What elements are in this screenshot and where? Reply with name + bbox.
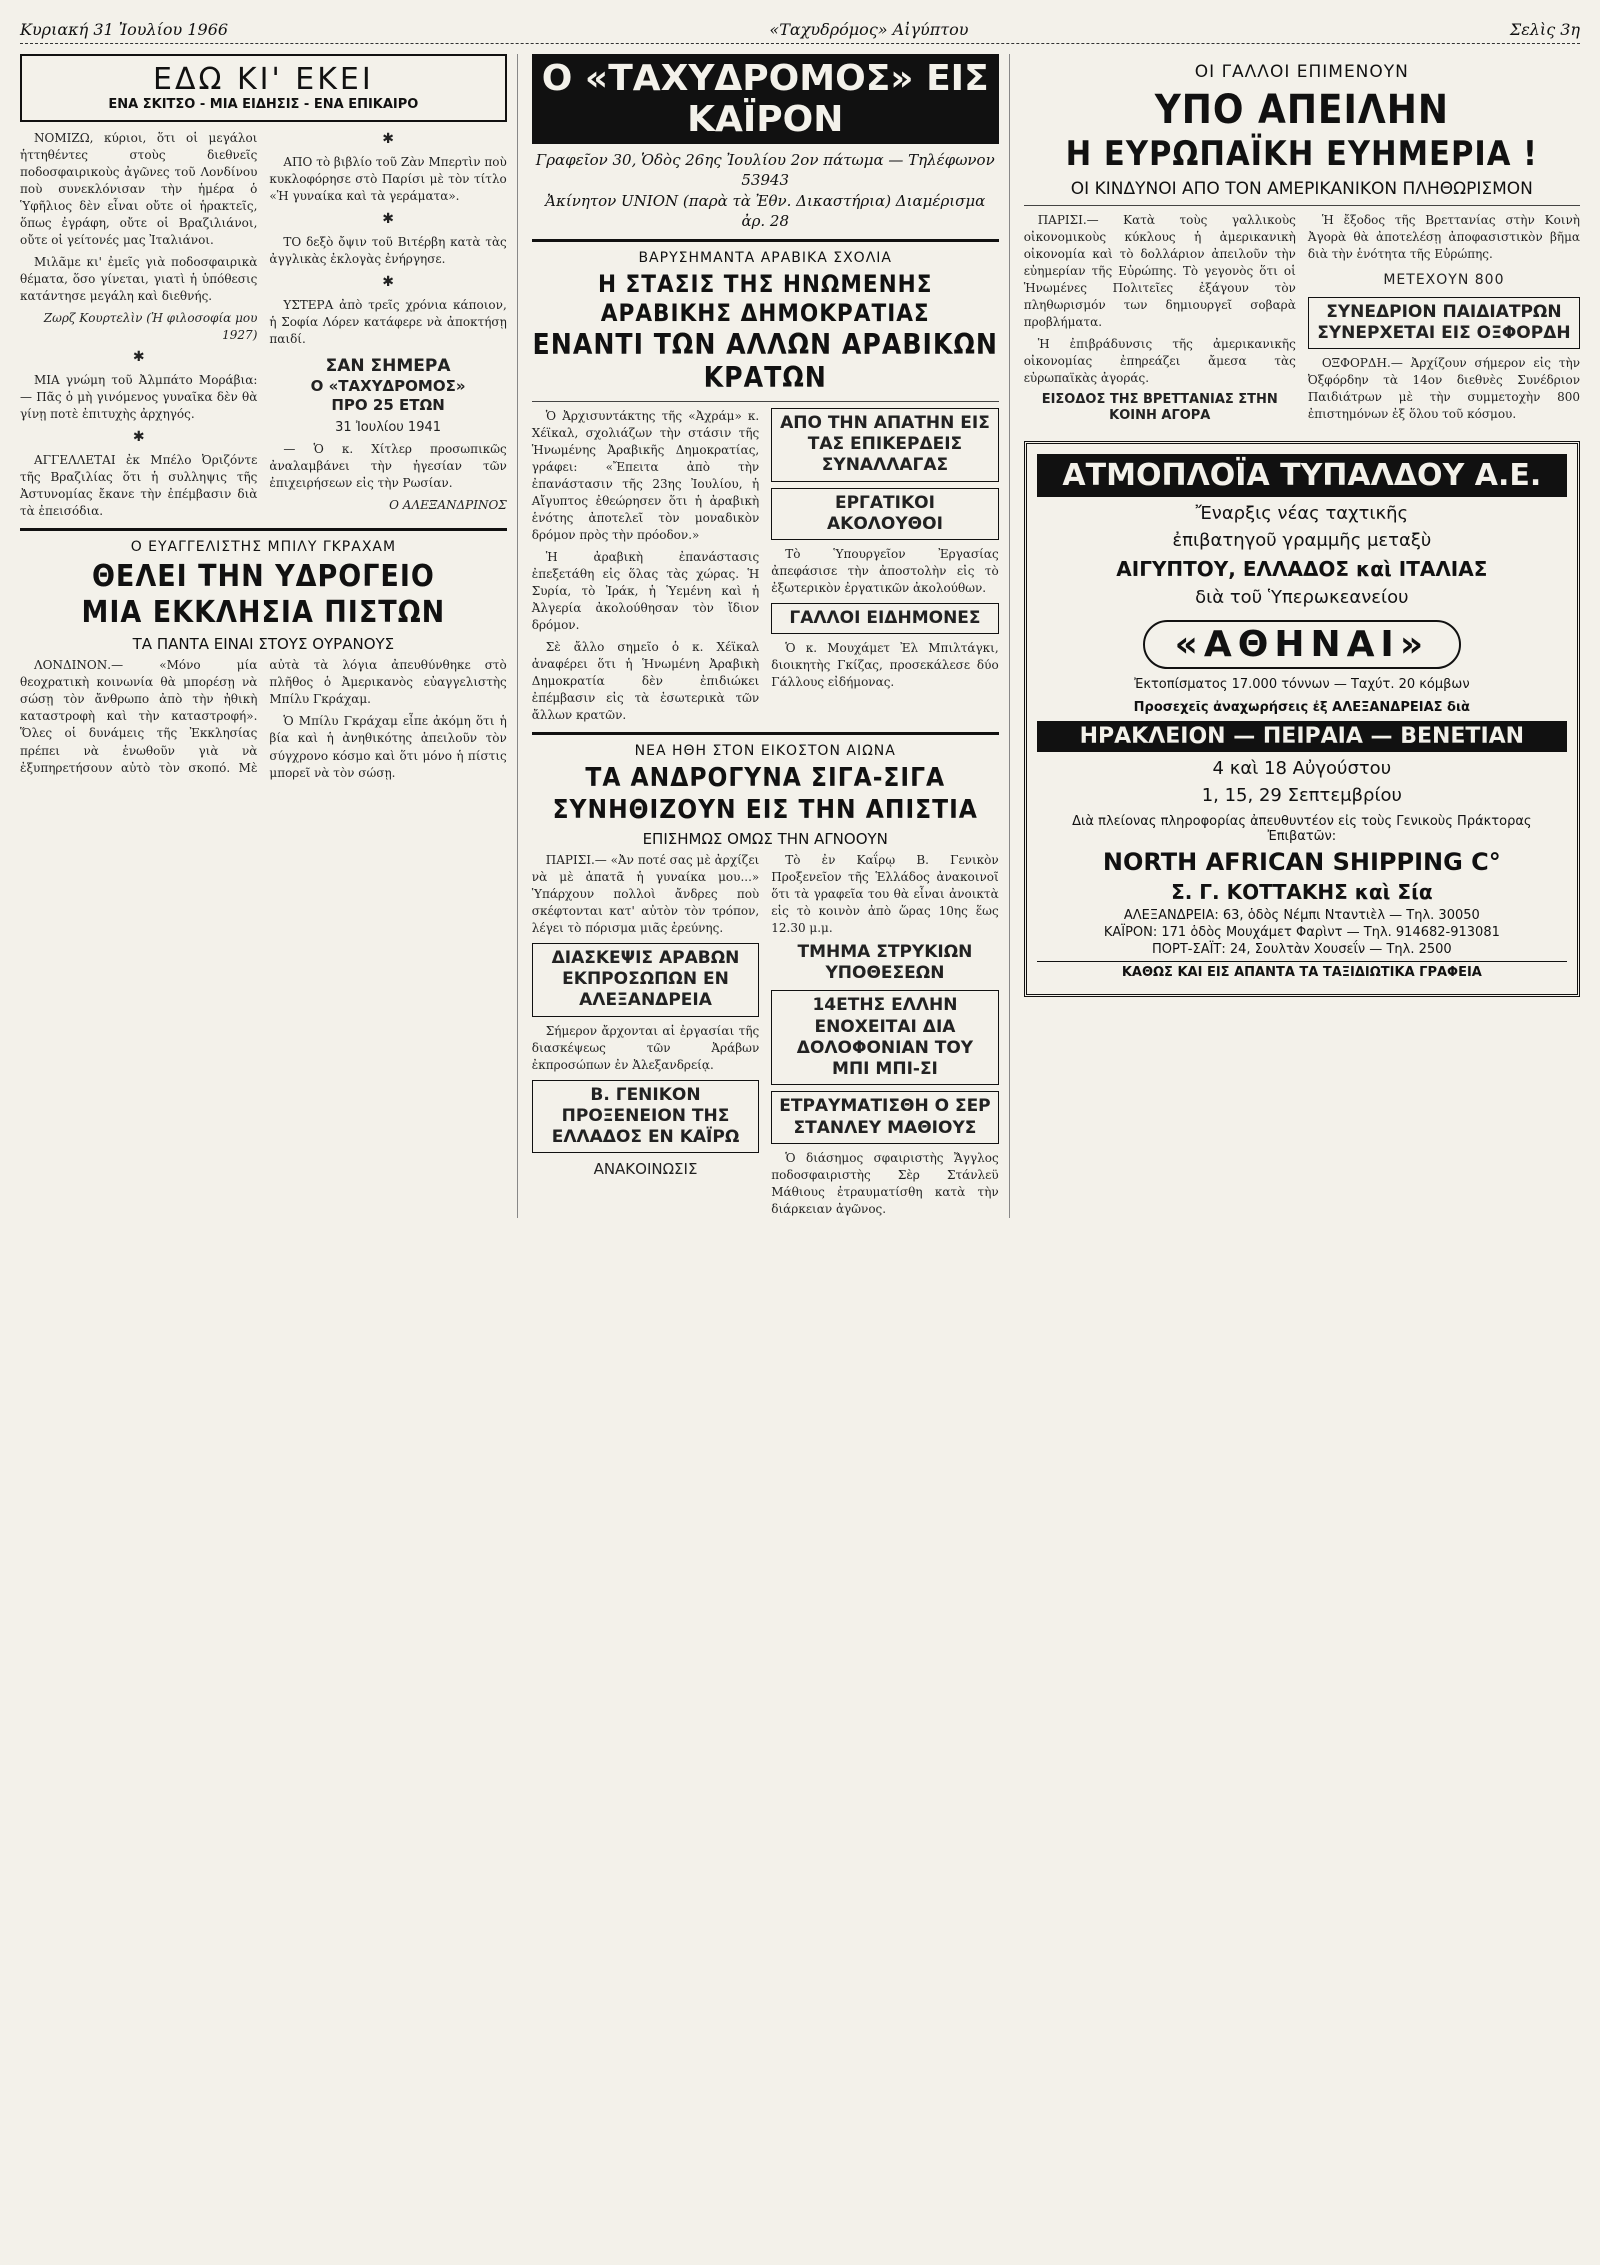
arab-article — [532, 408, 999, 725]
star-divider: ✱ — [132, 349, 145, 366]
on-this-day-date: 31 Ἰουλίου 1941 — [335, 419, 442, 435]
header-date: Κυριακή 31 Ἰουλίου 1966 — [20, 20, 229, 39]
ad-info: Διὰ πλείονας πληροφορίας ἀπευθυντέον εἰς τοὺς Γενικοὺς Πράκτορας Ἐπιβατῶν: — [1072, 813, 1532, 844]
page-columns — [20, 54, 1580, 1218]
europe-headline-1: ΥΠΟ ΑΠΕΙΛΗΝ — [1154, 87, 1449, 133]
alex-paragraph: Σήμερον ἄρχονται αἱ ἐργασίαι τῆς διασκέψεως τῶν Ἀράβων ἐκπροσώπων ἐν Ἀλεξανδρείᾳ. — [531, 1023, 760, 1072]
right-column — [1024, 54, 1580, 1218]
ad-address: ΚΑΪΡΟΝ: 171 ὁδὸς Μουχάμετ Φαρὶντ — Τηλ. 914682-913081 — [1103, 924, 1500, 940]
injured-headline: ΕΤΡΑΥΜΑΤΙΣΘΗ Ο ΣΕΡ ΣΤΑΝΛΕΥ ΜΑΘΙΟΥΣ — [771, 1091, 998, 1144]
on-this-day-years: ΠΡΟ 25 ΕΤΩΝ — [331, 395, 445, 414]
shipping-advertisement — [1024, 441, 1580, 997]
consulate-headline: Β. ΓΕΝΙΚΟΝ ΠΡΟΞΕΝΕΙΟΝ ΤΗΣ ΕΛΛΑΔΟΣ ΕΝ ΚΑΪΡΩ — [532, 1080, 759, 1154]
morals-article — [532, 852, 999, 1218]
arab-headline-1: Η ΣΤΑΣΙΣ ΤΗΣ ΗΝΩΜΕΝΗΣ ΑΡΑΒΙΚΗΣ ΔΗΜΟΚΡΑΤΙΑΣ — [597, 270, 933, 327]
graham-kicker: Ο ΕΥΑΓΓΕΛΙΣΤΗΣ ΜΠΙΛΥ ΓΚΡΑΧΑΜ — [130, 539, 397, 556]
miscellany-paragraph: ΑΠΟ τὸ βιβλίο τοῦ Ζὰν Μπερτὶν ποὺ κυκλοφόρησε στὸ Παρίσι μὲ τὸν τίτλο «Ἡ γυναίκα καὶ τὰ γεράματα». — [269, 154, 507, 203]
ad-ship-name: «ΑΘΗΝΑΙ» — [1143, 620, 1462, 669]
arab-paragraph: Σὲ ἄλλο σημεῖο ὁ κ. Χέϊκαλ ἀναφέρει ὅτι ἡ Ἡνωμένη Ἀραβικὴ Δημοκρατία δὲν ἐπιδιώκει ἐπέμβασιν εἰς τὰ ἐσωτερικὰ τῶν ἄλλων κρατῶν. — [531, 640, 760, 723]
worker-headline: ΕΡΓΑΤΙΚΟΙ ΑΚΟΛΟΥΘΟΙ — [771, 488, 998, 541]
graham-headline-2: ΜΙΑ ΕΚΚΛΗΣΙΑ ΠΙΣΤΩΝ — [81, 595, 446, 631]
french-paragraph: Ὁ κ. Μουχάμετ Ἐλ Μπιλτάγκι, διοικητὴς Γκίζας, προσεκάλεσε δύο Γάλλους εἰδήμονας. — [771, 641, 999, 690]
middle-column — [532, 54, 1010, 1218]
section-box — [20, 54, 507, 122]
arab-headline-2: ΕΝΑΝΤΙ ΤΩΝ ΑΛΛΩΝ ΑΡΑΒΙΚΩΝ ΚΡΑΤΩΝ — [532, 327, 998, 395]
ad-dates: 1, 15, 29 Σεπτεμβρίου — [1201, 784, 1402, 806]
injured-paragraph: Ὁ διάσημος σφαιριστὴς Ἄγγλος ποδοσφαιριστὴς Σὲρ Στάνλεϋ Μάθιους ἐτραυματίσθη κατὰ τὴν διάρκειαν ἀγῶνος. — [771, 1150, 999, 1216]
britain-headline: ΕΙΣΟΔΟΣ ΤΗΣ ΒΡΕΤΤΑΝΙΑΣ ΣΤΗΝ ΚΟΙΝΗ ΑΓΟΡΑ — [1041, 392, 1278, 424]
cooperative-headline: ΑΠΟ ΤΗΝ ΑΠΑΤΗΝ ΕΙΣ ΤΑΣ ΕΠΙΚΕΡΔΕΙΣ ΣΥΝΑΛΛΑΓΑΣ — [771, 408, 998, 482]
ad-address: ΑΛΕΞΑΝΔΡΕΙΑ: 63, ὁδὸς Νέμπι Νταντιὲλ — Τηλ. 30050 — [1123, 907, 1480, 923]
on-this-day-title: ΣΑΝ ΣΗΜΕΡΑ — [325, 355, 451, 376]
pediatric-headline: ΣΥΝΕΔΡΙΟΝ ΠΑΙΔΙΑΤΡΩΝ ΣΥΝΕΡΧΕΤΑΙ ΕΙΣ ΟΞΦΟΡΔΗ — [1308, 297, 1580, 350]
graham-paragraph: Ὁ Μπίλυ Γκράχαμ εἶπε ἀκόμη ὅτι ἡ βία καὶ ἡ ἀνηθικότης ἀπειλοῦν τὸν σύγχρονο κόσμο καὶ ὅτι μόνο ἡ πίστις μπορεῖ νὰ τὸν σώσῃ. — [269, 714, 507, 780]
on-this-day-box — [269, 356, 506, 437]
section-title: ΕΔΩ ΚΙ' ΕΚΕΙ — [153, 62, 374, 97]
star-divider: ✱ — [132, 429, 145, 446]
miscellany-paragraph: Μιλᾶμε κι' ἐμεῖς γιὰ ποδοσφαιρικὰ θέματα, ὅσο γίνεται, γιατὶ ἡ ὑπόθεσις κατάντησε μεγάλη καὶ διεθνής. — [20, 255, 258, 304]
ad-departures: Προσεχεῖς ἀναχωρήσεις ἐξ ΑΛΕΞΑΝΔΡΕΙΑΣ διὰ — [1133, 699, 1470, 715]
europe-paragraph: Ἡ ἐπιβράδυνσις τῆς ἀμερικανικῆς οἰκονομίας ἐπηρεάζει ἄμεσα τὰς εὐρωπαϊκὰς ἀγοράς. — [1023, 337, 1296, 386]
consulate-subtitle: ΑΝΑΚΟΙΝΩΣΙΣ — [593, 1160, 698, 1179]
ad-dates: 4 καὶ 18 Αὐγούστου — [1212, 757, 1392, 779]
ad-ports: ΗΡΑΚΛΕΙΟΝ — ΠΕΙΡΑΙΑ — ΒΕΝΕΤΙΑΝ — [1037, 721, 1567, 752]
ad-countries: ΑΙΓΥΠΤΟΥ, ΕΛΛΑΔΟΣ καὶ ΙΤΑΛΙΑΣ — [1116, 556, 1488, 581]
strikes-headline: ΤΜΗΜΑ ΣΤΡΥΚΙΩΝ ΥΠΟΘΕΣΕΩΝ — [797, 941, 973, 984]
arab-kicker: ΒΑΡΥΣΗΜΑΝΤΑ ΑΡΑΒΙΚΑ ΣΧΟΛΙΑ — [638, 250, 892, 266]
on-this-day-text: — Ὁ κ. Χίτλερ προσωπικῶς ἀναλαμβάνει τὴν ἡγεσίαν τῶν ἐπιχειρήσεων εἰς τὴν Ρωσίαν. — [269, 442, 507, 491]
office-address-2: Ἀκίνητον UNION (παρὰ τὰ Ἐθν. Δικαστήρια) Διαμέρισμα ἀρ. 28 — [545, 191, 986, 230]
ad-line: διὰ τοῦ Ὑπερωκεανείου — [1195, 586, 1409, 608]
europe-subtitle: ΟΙ ΚΙΝΔΥΝΟΙ ΑΠΟ ΤΟΝ ΑΜΕΡΙΚΑΝΙΚΟΝ ΠΛΗΘΩΡΙΣΜΟΝ — [1070, 178, 1533, 199]
section-subtitle: ΕΝΑ ΣΚΙΤΣΟ - ΜΙΑ ΕΙΔΗΣΙΣ - ΕΝΑ ΕΠΙΚΑΙΡΟ — [108, 97, 419, 112]
morals-paragraph: ΠΑΡΙΣΙ.— «Ἀν ποτέ σας μὲ ἀρχίζει νὰ μὲ ἀπατᾶ ἡ γυναίκα μου...» Ὑπάρχουν πολλοὶ ἄνδρες ποὺ σκέφτονται κατ' αὐτὸν τὸν τρόπον, λέγει τὸ πόρισμα μιᾶς ἐρεύνης. — [531, 852, 760, 935]
newspaper-page — [20, 20, 1580, 2225]
header-paper-name: «Ταχυδρόμος» Αἰγύπτου — [769, 20, 969, 39]
worker-paragraph: Τὸ Ὑπουργεῖον Ἐργασίας ἀπεφάσισε τὴν ἀποστολὴν εἰς τὸ ἐξωτερικὸν ἐργατικῶν ἀκολούθων. — [771, 547, 999, 596]
miscellany-text — [20, 130, 507, 520]
page-header — [20, 20, 1580, 44]
miscellany-paragraph: ΜΙΑ γνώμη τοῦ Ἀλμπάτο Μοράβια: — Πᾶς ὁ μὴ γινόμενος γυναῖκα δὲν θὰ γίνῃ ποτὲ ἐπιτυχὴς ἀρχηγός. — [20, 373, 258, 422]
star-divider: ✱ — [382, 131, 394, 147]
ad-agent: NORTH AFRICAN SHIPPING C° — [1102, 847, 1501, 876]
morals-headline-1: ΤΑ ΑΝΔΡΟΓΥΝΑ ΣΙΓΑ-ΣΙΓΑ — [585, 763, 946, 794]
alex-headline: ΔΙΑΣΚΕΨΙΣ ΑΡΑΒΩΝ ΕΚΠΡΟΣΩΠΩΝ ΕΝ ΑΛΕΞΑΝΔΡΕΙΑ — [532, 943, 759, 1017]
miscellany-paragraph: ΝΟΜΙΖΩ, κύριοι, ὅτι οἱ μεγάλοι ἡττηθέντες στοὺς διεθνεῖς ποδοσφαιρικοὺς ἀγῶνες τοῦ Λονδίνου ποὺ συνεκλόνισαν τὴν ἡμέρα ὁ Ὑφῆλιος δὲν εἶναι οὔτε οἱ ἡρακτεῖς, ὅπως ἐγράφη, οὔτε οἱ Βραζιλιάνοι, οὔτε οἱ γείτονές μας Ἰταλιάνοι. — [20, 131, 258, 248]
star-divider: ✱ — [382, 210, 394, 227]
europe-paragraph: ΠΑΡΙΣΙ.— Κατὰ τοὺς γαλλικοὺς οἰκονομικοὺς κύκλους ἡ ἀμερικανικὴ οἰκονομία καὶ τὸ δολλάριον ἀπειλοῦν τὴν εὐημερίαν τῆς Εὐρώπης. Τὸ γεγονὸς ὅτι οἱ Ἡνωμένες Πολιτεῖες ἐξάγουν τὸν πληθωρισμόν των δημιουργεῖ σοβαρὰ προβλήματα. — [1023, 212, 1296, 329]
arab-paragraph: Ὁ Ἀρχισυντάκτης τῆς «Ἀχράμ» κ. Χέϊκαλ, σχολιάζων τὴν στάσιν τῆς Ἡνωμένης Ἀραβικῆς Δημοκρατίας, γράφει: «Ἔπειτα ἀπὸ τὴν ἐπανάστασιν τῆς 23ης Ἰουλίου, ἡ Αἴγυπτος ἐθεώρησεν ὅτι ἡ ἀραβικὴ ἑνότης ἀποτελεῖ τὸν μοναδικὸν δρόμον πρὸς τὴν πρόοδον.» — [531, 408, 760, 542]
ad-address: ΠΟΡΤ-ΣΑΪΤ: 24, Σουλτὰν Χουσεΐν — Τηλ. 2500 — [1152, 941, 1452, 957]
miscellany-paragraph: ΤΟ δεξὸ ὄψιν τοῦ Βιτέρβη κατὰ τὰς ἀγγλικὰς ἐκλογὰς ἐνήργησε. — [269, 234, 507, 266]
column-signature: Ο ΑΛΕΞΑΝΔΡΙΝΟΣ — [389, 498, 507, 513]
star-divider: ✱ — [382, 273, 394, 290]
graham-paragraph: ΛΟΝΔΙΝΟΝ.— «Μόνο μία θεοχρατικὴ κοινωνία θὰ μπορέσῃ νὰ σώσῃ τὸν ἄνθρωπο ἀπὸ τὴν ἠθικὴ καταστροφὴ καὶ τὴν καταστροφή». Ὅλες οἱ δυνάμεις τῆς Ἐκκλησίας πρέπει νὰ ἑνωθοῦν γιὰ νὰ ἐξυπηρετήσουν αὐτὸ τὸν σκοπό. Μὲ αὐτὰ τὰ λόγια ἀπευθύνθηκε στὸ πλῆθος ὁ Ἀμερικανὸς εὐαγγελιστὴς Μπίλυ Γκράχαμ. — [20, 658, 507, 775]
ad-footer: ΚΑΘΩΣ ΚΑΙ ΕΙΣ ΑΠΑΝΤΑ ΤΑ ΤΑΞΙΔΙΩΤΙΚΑ ΓΡΑΦΕΙΑ — [1037, 961, 1567, 980]
arab-paragraph: Ἡ ἀραβικὴ ἐπανάστασις ἐπεξετάθη εἰς ὅλας τὰς χώρας. Ἡ Συρία, τὸ Ἰράκ, ἡ Ὑεμένη καὶ ἡ Ἀλγερία ἀκολούθησαν τὸν ἴδιον δρόμον. — [531, 550, 760, 633]
greek-boy-headline: 14ΕΤΗΣ ΕΛΛΗΝ ΕΝΟΧΕΙΤΑΙ ΔΙΑ ΔΟΛΟΦΟΝΙΑΝ ΤΟΥ ΜΠΙ ΜΠΙ-ΣΙ — [771, 990, 998, 1085]
graham-headline-1: ΘΕΛΕΙ ΤΗΝ ΥΔΡΟΓΕΙΟ — [91, 559, 435, 595]
french-headline: ΓΑΛΛΟΙ ΕΙΔΗΜΟΝΕΣ — [771, 603, 998, 634]
left-column — [20, 54, 518, 1218]
miscellany-paragraph: ΥΣΤΕΡΑ ἀπὸ τρεῖς χρόνια κάποιον, ἡ Σοφία Λόρεν κατάφερε νὰ ἀποκτήσῃ παιδί. — [269, 297, 507, 346]
masthead: Ο «ΤΑΧΥΔΡΟΜΟΣ» ΕΙΣ ΚΑΪΡΟΝ — [532, 54, 999, 144]
header-page-number: Σελὶς 3η — [1509, 20, 1580, 39]
europe-paragraph: Ἡ ἔξοδος τῆς Βρεττανίας στὴν Κοινὴ Ἀγορὰ θὰ ἀποτελέσῃ ἀποφασιστικὸν βῆμα διὰ τὴν ἑνότητα τῆς Εὐρώπης. — [1307, 212, 1580, 261]
pediatric-paragraph: ΟΞΦΟΡΔΗ.— Ἀρχίζουν σήμερον εἰς τὴν Ὀξφόρδην τὰ 14ον διεθνὲς Συνέδριον Παιδιάτρων μὲ τὴν συμμετοχὴν 800 ἐπιστημόνων ἐξ ὅλου τοῦ κόσμου. — [1307, 356, 1580, 422]
europe-article — [1024, 212, 1580, 427]
ad-company: ΑΤΜΟΠΛΟΪΑ ΤΥΠΑΛΔΟΥ Α.Ε. — [1037, 454, 1567, 497]
europe-headline-2: Η ΕΥΡΩΠΑΪΚΗ ΕΥΗΜΕΡΙΑ ! — [1065, 134, 1539, 174]
graham-subtitle: ΤΑ ΠΑΝΤΑ ΕΙΝΑΙ ΣΤΟΥΣ ΟΥΡΑΝΟΥΣ — [132, 635, 395, 654]
ad-line: ἐπιβατηγοῦ γραμμῆς μεταξὺ — [1172, 529, 1432, 551]
ad-line: Ἔναρξις νέας ταχτικῆς — [1195, 502, 1409, 524]
graham-article — [20, 657, 507, 781]
consulate-paragraph: Τὸ ἐν Καΐρῳ Β. Γενικὸν Προξενεῖον τῆς Ἑλλάδος ἀνακοινοῖ ὅτι τὰ γραφεῖα του θὰ εἶναι ἀνοικτὰ εἰς τὸ κοινὸν ἀπὸ ὥρας 10ης ἕως 12.30 μ.μ. — [771, 852, 999, 935]
quote-signature: Ζωρζ Κουρτελὶν (Ἡ φιλοσοφία μου 1927) — [43, 311, 258, 343]
miscellany-paragraph: ΑΓΓΕΛΛΕΤΑΙ ἐκ Μπέλο Ὀριζόντε τῆς Βραζιλίας ὅτι ἡ συλληψις τῆς Ἀστυνομίας ἔκανε τὴν ἐπέμβασιν διὰ τὰ ἐπεισόδια. — [20, 453, 258, 519]
europe-kicker: ΟΙ ΓΑΛΛΟΙ ΕΠΙΜΕΝΟΥΝ — [1194, 62, 1409, 82]
morals-headline-2: ΣΥΝΗΘΙΖΟΥΝ ΕΙΣ ΤΗΝ ΑΠΙΣΤΙΑ — [552, 794, 978, 825]
ad-agent-name: Σ. Γ. ΚΟΤΤΑΚΗΣ καὶ Σία — [1171, 879, 1433, 904]
morals-kicker: ΝΕΑ ΗΘΗ ΣΤΟΝ ΕΙΚΟΣΤΟΝ ΑΙΩΝΑ — [634, 743, 896, 760]
morals-subtitle: ΕΠΙΣΗΜΩΣ ΟΜΩΣ ΤΗΝ ΑΓΝΟΟΥΝ — [642, 829, 888, 848]
office-address-1: Γραφεῖον 30, Ὁδὸς 26ης Ἰουλίου 2ον πάτωμα — Τηλέφωνον 53943 — [535, 151, 995, 190]
on-this-day-paper: Ο «ΤΑΧΥΔΡΟΜΟΣ» — [310, 377, 466, 396]
ad-ship-specs: Ἐκτοπίσματος 17.000 τόννων — Ταχύτ. 20 κόμβων — [1134, 676, 1470, 692]
pediatric-kicker: ΜΕΤΕΧΟΥΝ 800 — [1383, 271, 1505, 288]
